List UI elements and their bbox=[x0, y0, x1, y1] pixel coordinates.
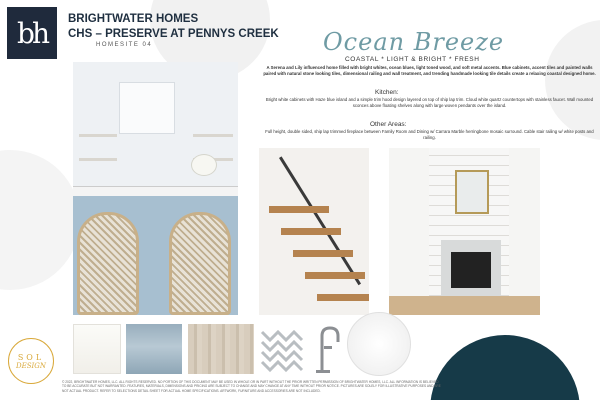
decorative-circle bbox=[0, 150, 80, 290]
stair-tread bbox=[305, 272, 365, 279]
sol-design-logo bbox=[8, 338, 54, 384]
countertop bbox=[73, 186, 238, 196]
quartz-round-swatch bbox=[347, 312, 411, 376]
kitchen-heading: Kitchen: bbox=[375, 89, 399, 96]
herringbone-marble-swatch bbox=[258, 324, 304, 374]
herringbone-pattern bbox=[258, 324, 304, 374]
flower-vase bbox=[191, 154, 217, 176]
kitchen-description: Bright white cabinets with Haze blue island and a simple trim hood design layered on top of ship lap trim. Cloud white quartz countertops with stainless faucet. Wall mounted sconces above floating shelves along with large woven pendants over the island. bbox=[265, 97, 594, 108]
logo-text: bh bbox=[17, 16, 47, 50]
faucet-swatch bbox=[312, 324, 342, 374]
community-name: CHS – PRESERVE AT PENNYS CREEK bbox=[68, 28, 279, 40]
fireplace-photo bbox=[389, 148, 540, 315]
cable-railing bbox=[279, 156, 361, 285]
copyright-disclaimer: © 2022, BRIGHTWATER HOMES, LLC. ALL RIGHTS RESERVED. NO PORTION OF THIS DOCUMENT MAY BE USED IN WHOLE OR IN PART WITHOUT THE PRIOR WRITTEN PERMISSION OF BRIGHTWATER HOMES, LLC. ALL INFORMATION IS BELIEVED TO BE ACCURATE BUT NOT WARRANTED. FEATURES, MATERIALS, DIMENSIONS AND PRICING ARE SUBJECT TO CHANGE AND MAY CHANGE AT ANY TIME WITHOUT PRIOR NOTICE. PICTURES ARE SOLELY FOR ILLUSTRATIVE PURPOSES AND ARE NOT ACTUAL PRODUCT. REFER TO SELECTIONS DETAIL SHEET FOR ACTUAL HOME SPECIFICATIONS. ARTWORK, FURNITURE AND ACCESSORIES ARE NOT INCLUDED. bbox=[62, 380, 441, 393]
firebox bbox=[451, 252, 491, 288]
floating-shelf bbox=[79, 158, 117, 161]
white-tile-swatch bbox=[73, 324, 121, 374]
kitchen-photo bbox=[73, 62, 238, 315]
scheme-title: Ocean Breeze bbox=[323, 28, 505, 56]
scheme-tagline: COASTAL * LIGHT & BRIGHT * FRESH bbox=[345, 56, 480, 63]
builder-name: BRIGHTWATER HOMES bbox=[68, 13, 199, 25]
stair-tread bbox=[269, 206, 329, 213]
sol-logo-line1: SOL bbox=[17, 352, 45, 362]
woven-stool bbox=[77, 212, 139, 315]
stair-tread bbox=[317, 294, 369, 301]
scheme-summary: A Serena and Lily influenced home filled with bright whites, ocean blues, light toned wood, and soft metal accents. Blue cabinets, accent tiles and painted walls paired with natural stone looking tiles, dimensional railing and wall treatment, and trending handmade looking tile details create a relaxing coastal designed home. bbox=[263, 65, 596, 76]
blue-cabinet-swatch bbox=[126, 324, 182, 374]
wood-floor-swatch bbox=[188, 324, 254, 374]
woven-stool bbox=[169, 212, 231, 315]
decorative-circle bbox=[545, 20, 600, 140]
stair-tread bbox=[293, 250, 353, 257]
faucet-icon bbox=[312, 324, 342, 374]
floating-shelf bbox=[193, 134, 233, 137]
homesite-label: HOMESITE 04 bbox=[96, 42, 153, 48]
wood-floor bbox=[389, 296, 540, 315]
other-areas-heading: Other Areas: bbox=[370, 121, 407, 128]
floating-shelf bbox=[79, 134, 117, 137]
brightwater-logo bbox=[7, 7, 57, 59]
range-hood bbox=[119, 82, 175, 134]
stair-tread bbox=[281, 228, 341, 235]
sol-logo-line2: DESIGN bbox=[16, 361, 46, 370]
gold-mirror bbox=[455, 170, 489, 214]
staircase-photo bbox=[259, 148, 369, 315]
decorative-circle-teal bbox=[430, 335, 580, 400]
other-areas-description: Full height, double sided, ship lap trimmed fireplace between Family Room and Dining w/ Carrara Marble herringbone mosaic surround. Cable stair railing w/ white posts and railing. bbox=[265, 129, 594, 140]
